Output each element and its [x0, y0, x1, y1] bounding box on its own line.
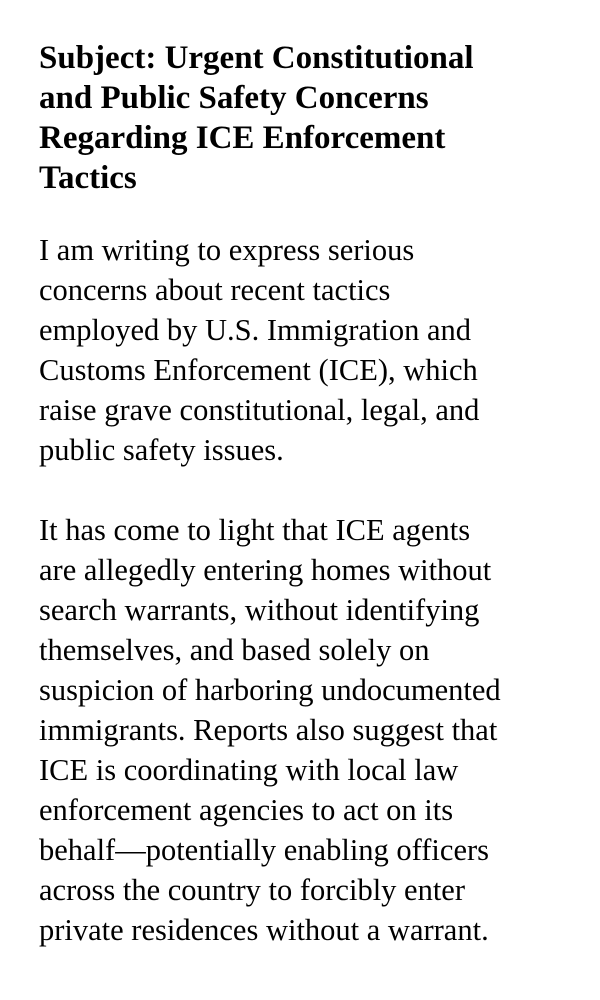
body-paragraph-1: I am writing to express serious concerns about recent tactics employed by U.S. Immigration and Customs Enforcement (ICE), which raise grave constitutional, legal, and public safety issues. [39, 233, 480, 467]
body-paragraph-2: It has come to light that ICE agents are allegedly entering homes without search warrants, without identifying themselves, and based solely on suspicion of harboring undocumented immigrants. Reports also suggest that ICE is coordinating with local law enforcement agencies to act on its behalf—potentially enabling officers across the country to forcibly enter private residences without a warrant. [39, 513, 501, 947]
letter-document [39, 38, 574, 950]
subject-heading: Subject: Urgent Constitutional and Public Safety Concerns Regarding ICE Enforcement Tactics [39, 40, 474, 196]
